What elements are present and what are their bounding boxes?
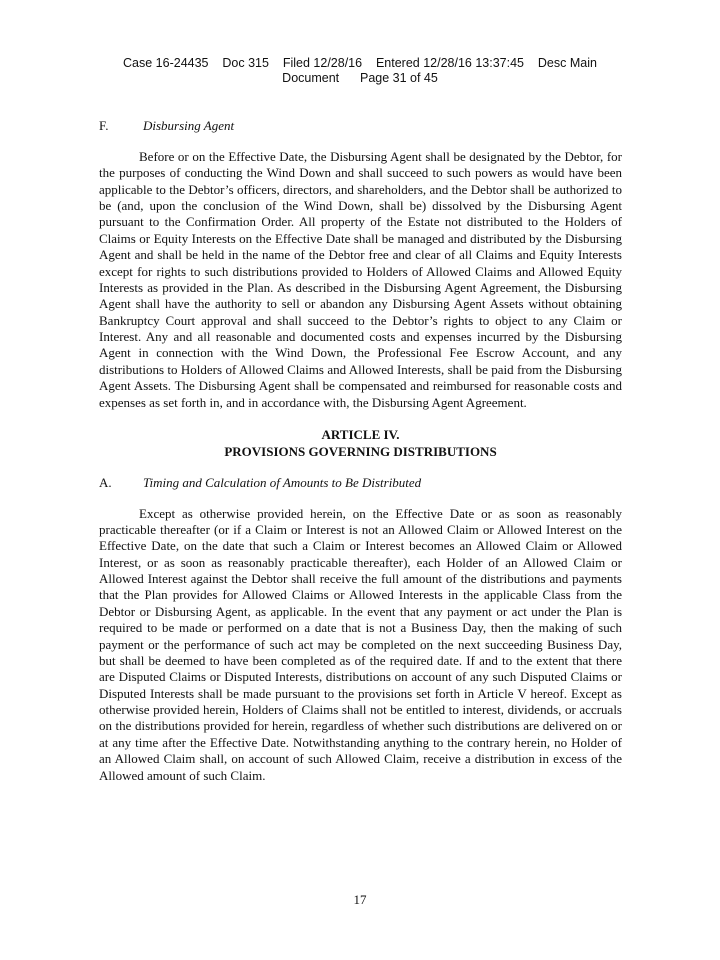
article-iv-subtitle: PROVISIONS GOVERNING DISTRIBUTIONS [224, 443, 497, 459]
court-filing-header [0, 56, 720, 87]
section-a-label: A. [99, 474, 112, 490]
section-f-paragraph: Before or on the Effective Date, the Disbursing Agent shall be designated by the Debtor, for the purposes of conducting the Wind Down and shall succeed to such powers as would have been applicable to the Debtor’s officers, directors, and shareholders, and the Debtor shall be authorized to be (and, upon the conclusion of the Wind Down, shall be) dissolved by the Disbursing Agent pursuant to the Confirmation Order. All property of the Estate not distributed to the Holders of Claims or Equity Interests on the Effective Date shall be managed and distributed by the Disbursing Agent and shall be held in the name of the Debtor free and clear of all Claims and Equity Interests except for rights to such distributions provided to Holders of Allowed Claims and Allowed Equity Interests as provided in the Plan. As described in the Disbursing Agent Agreement, the Disbursing Agent shall have the authority to sell or abandon any Disbursing Agent Assets without obtaining Bankruptcy Court approval and shall succeed to the Debtor’s rights to object to any Claim or Interest. Any and all reasonable and documented costs and expenses incurred by the Disbursing Agent in connection with the Wind Down, the Professional Fee Escrow Account, and any distributions to Holders of Allowed Claims and Allowed Interests, shall be paid from the Disbursing Agent Assets. The Disbursing Agent shall be compensated and reimbursed for reasonable costs and expenses as set forth in, and in accordance with, the Disbursing Agent Agreement. [99, 148, 622, 410]
document-body [99, 118, 622, 800]
court-header-line2: Document Page 31 of 45 [282, 71, 438, 86]
court-header-line1: Case 16-24435 Doc 315 Filed 12/28/16 Entered 12/28/16 13:37:45 Desc Main [123, 56, 597, 70]
section-f-heading [99, 118, 622, 135]
article-iv-heading [99, 427, 622, 461]
section-f-title: Disbursing Agent [143, 118, 235, 133]
section-a-heading [99, 475, 622, 492]
section-a-title: Timing and Calculation of Amounts to Be Distributed [143, 474, 422, 490]
section-a-paragraph: Except as otherwise provided herein, on the Effective Date or as soon as reasonably practicable thereafter (or if a Claim or Interest is not an Allowed Claim or Allowed Interest on the Effective Date, on the date that such a Claim or Interest becomes an Allowed Claim or Allowed Interest, or as soon as reasonably practicable thereafter), each Holder of an Allowed Claim or Allowed Interest against the Debtor shall receive the full amount of the distributions and payments that the Plan provides for Allowed Claims or Allowed Interests in the applicable Class from the Debtor or Disbursing Agent, as applicable. In the event that any payment or act under the Plan is required to be made or performed on a date that is not a Business Day, then the making of such payment or the performance of such act may be completed on the next succeeding Business Day, but shall be deemed to have been completed as of the required date. If and to the extent that there are Disputed Claims or Disputed Interests, distributions on account of any such Disputed Claims or Disputed Interests shall be made pursuant to the provisions set forth in Article V hereof. Except as otherwise provided herein, Holders of Claims shall not be entitled to interest, dividends, or accruals on the distributions provided for herein, regardless of whether such distributions are delivered on or at any time after the Effective Date. Notwithstanding anything to the contrary herein, no Holder of an Allowed Claim shall, on account of such Allowed Claim, receive a distribution in excess of the Allowed amount of such Claim. [99, 505, 622, 783]
page-number: 17 [353, 892, 367, 907]
section-f-label: F. [99, 118, 109, 133]
article-iv-title: ARTICLE IV. [321, 426, 400, 442]
